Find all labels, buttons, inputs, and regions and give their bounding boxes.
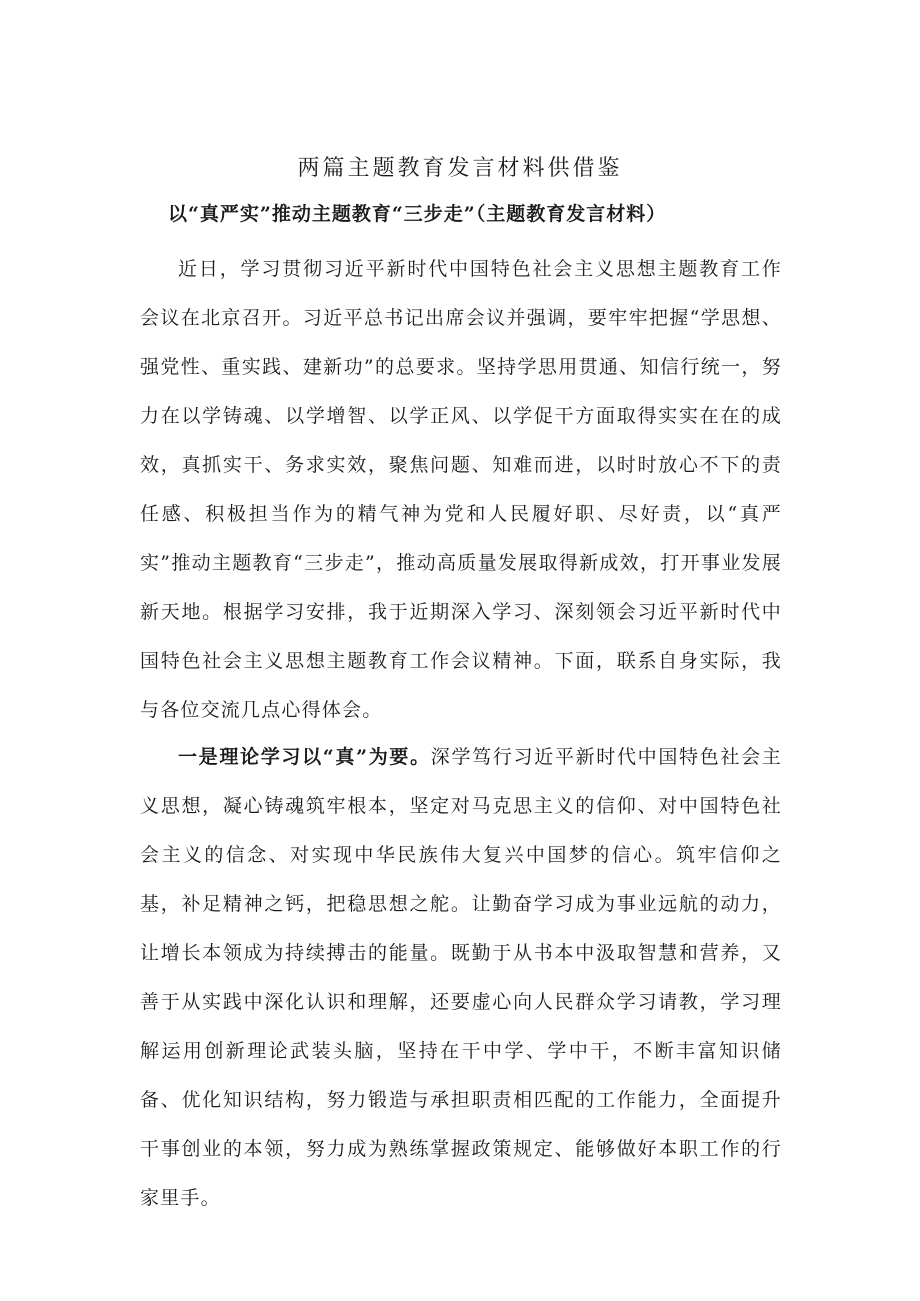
- point-one-paragraph: [140, 733, 782, 1223]
- document-title: 两篇主题教育发言材料供借鉴: [297, 155, 623, 181]
- section-heading: 以“真严实”推动主题教育“三步走”（主题教育发言材料）: [168, 203, 667, 225]
- paragraph-text: 深学笃行习近平新时代中国特色社会主义思想，凝心铸魂筑牢根本，坚定对马克思主义的信仰、对中国特色社会主义的信念、对实现中华民族伟大复兴中国梦的信心。筑牢信仰之基，补足精神之钙，把稳思想之舵。让勤奋学习成为事业远航的动力，让增长本领成为持续搏击的能量。既勤于从书本中汲取智慧和营养，又善于从实践中深化认识和理解，还要虚心向人民群众学习请教，学习理解运用创新理论武装头脑，坚持在干中学、学中干，不断丰富知识储备、优化知识结构，努力锻造与承担职责相匹配的工作能力，全面提升干事创业的本领，努力成为熟练掌握政策规定、能够做好本职工作的行家里手。: [140, 746, 782, 1209]
- intro-paragraph: [140, 245, 782, 735]
- paragraph-text: 近日，学习贯彻习近平新时代中国特色社会主义思想主题教育工作会议在北京召开。习近平总书记出席会议并强调，要牢牢把握“学思想、强党性、重实践、建新功”的总要求。坚持学思用贯通、知信行统一，努力在以学铸魂、以学增智、以学正风、以学促干方面取得实实在在的成效，真抓实干、务求实效，聚焦问题、知难而进，以时时放心不下的责任感、积极担当作为的精气神为党和人民履好职、尽好责，以“真严实”推动主题教育“三步走”，推动高质量发展取得新成效，打开事业发展新天地。根据学习安排，我于近期深入学习、深刻领会习近平新时代中国特色社会主义思想主题教育工作会议精神。下面，联系自身实际，我与各位交流几点心得体会。: [140, 258, 782, 721]
- paragraph-lead: 一是理论学习以“真”为要。: [178, 746, 431, 768]
